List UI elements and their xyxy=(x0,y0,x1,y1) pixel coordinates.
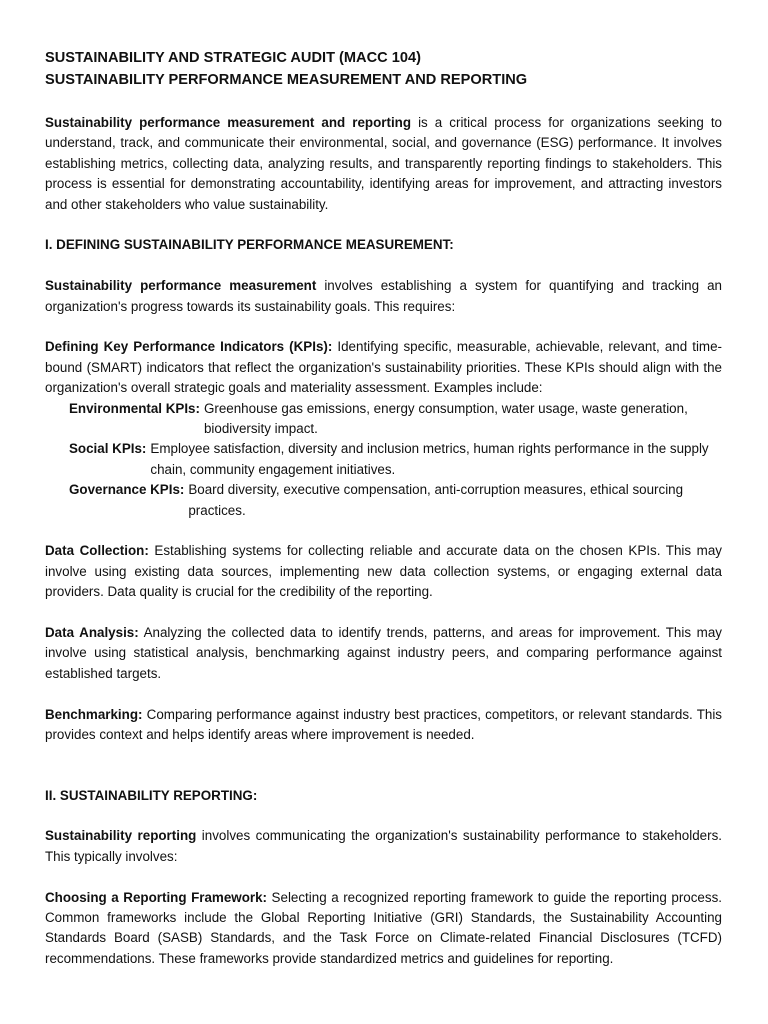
data-analysis-lead: Data Analysis: xyxy=(45,625,139,641)
kpis-lead: Defining Key Performance Indicators (KPIs): xyxy=(45,339,333,355)
benchmarking-paragraph xyxy=(45,705,722,746)
benchmarking-text: Comparing performance against industry best practices, competitors, or relevant standards. This provides context and helps identify areas where improvement is needed. xyxy=(45,706,722,743)
benchmarking-lead: Benchmarking: xyxy=(45,706,143,722)
framework-paragraph xyxy=(45,888,722,970)
intro-lead: Sustainability performance measurement and reporting xyxy=(45,115,412,130)
kpi-text-environmental: Greenhouse gas emissions, energy consumption, water usage, waste generation, biodiversity impact. xyxy=(203,400,688,437)
section2-heading: II. SUSTAINABILITY REPORTING: xyxy=(45,787,258,803)
kpi-text-governance: Board diversity, executive compensation, anti-corruption measures, ethical sourcing practices. xyxy=(188,482,684,518)
document-page xyxy=(45,47,722,969)
data-collection-paragraph xyxy=(45,541,722,602)
kpi-label-environmental: Environmental KPIs: xyxy=(69,400,200,416)
data-analysis-paragraph xyxy=(45,623,722,684)
kpis-paragraph xyxy=(45,337,722,398)
intro-paragraph xyxy=(45,113,722,215)
kpis-text: Identifying specific, measurable, achievable, relevant, and time-bound (SMART) indicators that reflect the organization's sustainability priorities. These KPIs should align with the organization's overall strategic goals and materiality assessment. Examples include: xyxy=(45,339,722,396)
kpi-item-social xyxy=(69,439,722,480)
data-collection-lead: Data Collection: xyxy=(45,543,149,559)
document-title-line2: SUSTAINABILITY PERFORMANCE MEASUREMENT AND REPORTING xyxy=(45,72,528,88)
kpi-label-social: Social KPIs: xyxy=(69,441,147,457)
section1-text: involves establishing a system for quantifying and tracking an organization's progress towards its sustainability goals. This requires: xyxy=(45,278,722,314)
intro-text: is a critical process for organizations seeking to understand, track, and communicate their environmental, social, and governance (ESG) performance. It involves establishing metrics, collecting data, analyzing results, and transparently reporting findings to stakeholders. This process is essential for demonstrating accountability, identifying areas for improvement, and attracting investors and other stakeholders who value sustainability. xyxy=(45,115,722,212)
document-title-line1: SUSTAINABILITY AND STRATEGIC AUDIT (MACC 104) xyxy=(45,50,421,66)
section2-text: involves communicating the organization's sustainability performance to stakeholders. This typically involves: xyxy=(45,828,723,864)
kpi-item-environmental xyxy=(69,399,722,440)
section1-lead: Sustainability performance measurement xyxy=(45,278,317,294)
section2-lead: Sustainability reporting xyxy=(45,828,197,844)
kpi-text-social: Employee satisfaction, diversity and inclusion metrics, human rights performance in the supply chain, community engagement initiatives. xyxy=(150,441,709,477)
framework-lead: Choosing a Reporting Framework: xyxy=(45,889,267,905)
section2-paragraph xyxy=(45,826,722,867)
framework-text: Selecting a recognized reporting framework to guide the reporting process. Common frameworks include the Global Reporting Initiative (GRI) Standards, the Sustainability Accounting Standards Board (SASB) Standards, and the Task Force on Climate-related Financial Disclosures (TCFD) recommendations. These frameworks provide standardized metrics and guidelines for reporting. xyxy=(45,889,722,966)
data-analysis-text: Analyzing the collected data to identify trends, patterns, and areas for improvement. This may involve using statistical analysis, benchmarking against industry peers, and comparing performance against established targets. xyxy=(45,625,722,681)
kpi-item-governance xyxy=(69,480,722,521)
section1-heading: I. DEFINING SUSTAINABILITY PERFORMANCE MEASUREMENT: xyxy=(45,237,454,253)
section1-paragraph xyxy=(45,276,722,317)
data-collection-text: Establishing systems for collecting reliable and accurate data on the chosen KPIs. This may involve using existing data sources, implementing new data collection systems, or engaging external data providers. Data quality is crucial for the credibility of the reporting. xyxy=(45,543,722,600)
kpi-label-governance: Governance KPIs: xyxy=(69,482,185,498)
